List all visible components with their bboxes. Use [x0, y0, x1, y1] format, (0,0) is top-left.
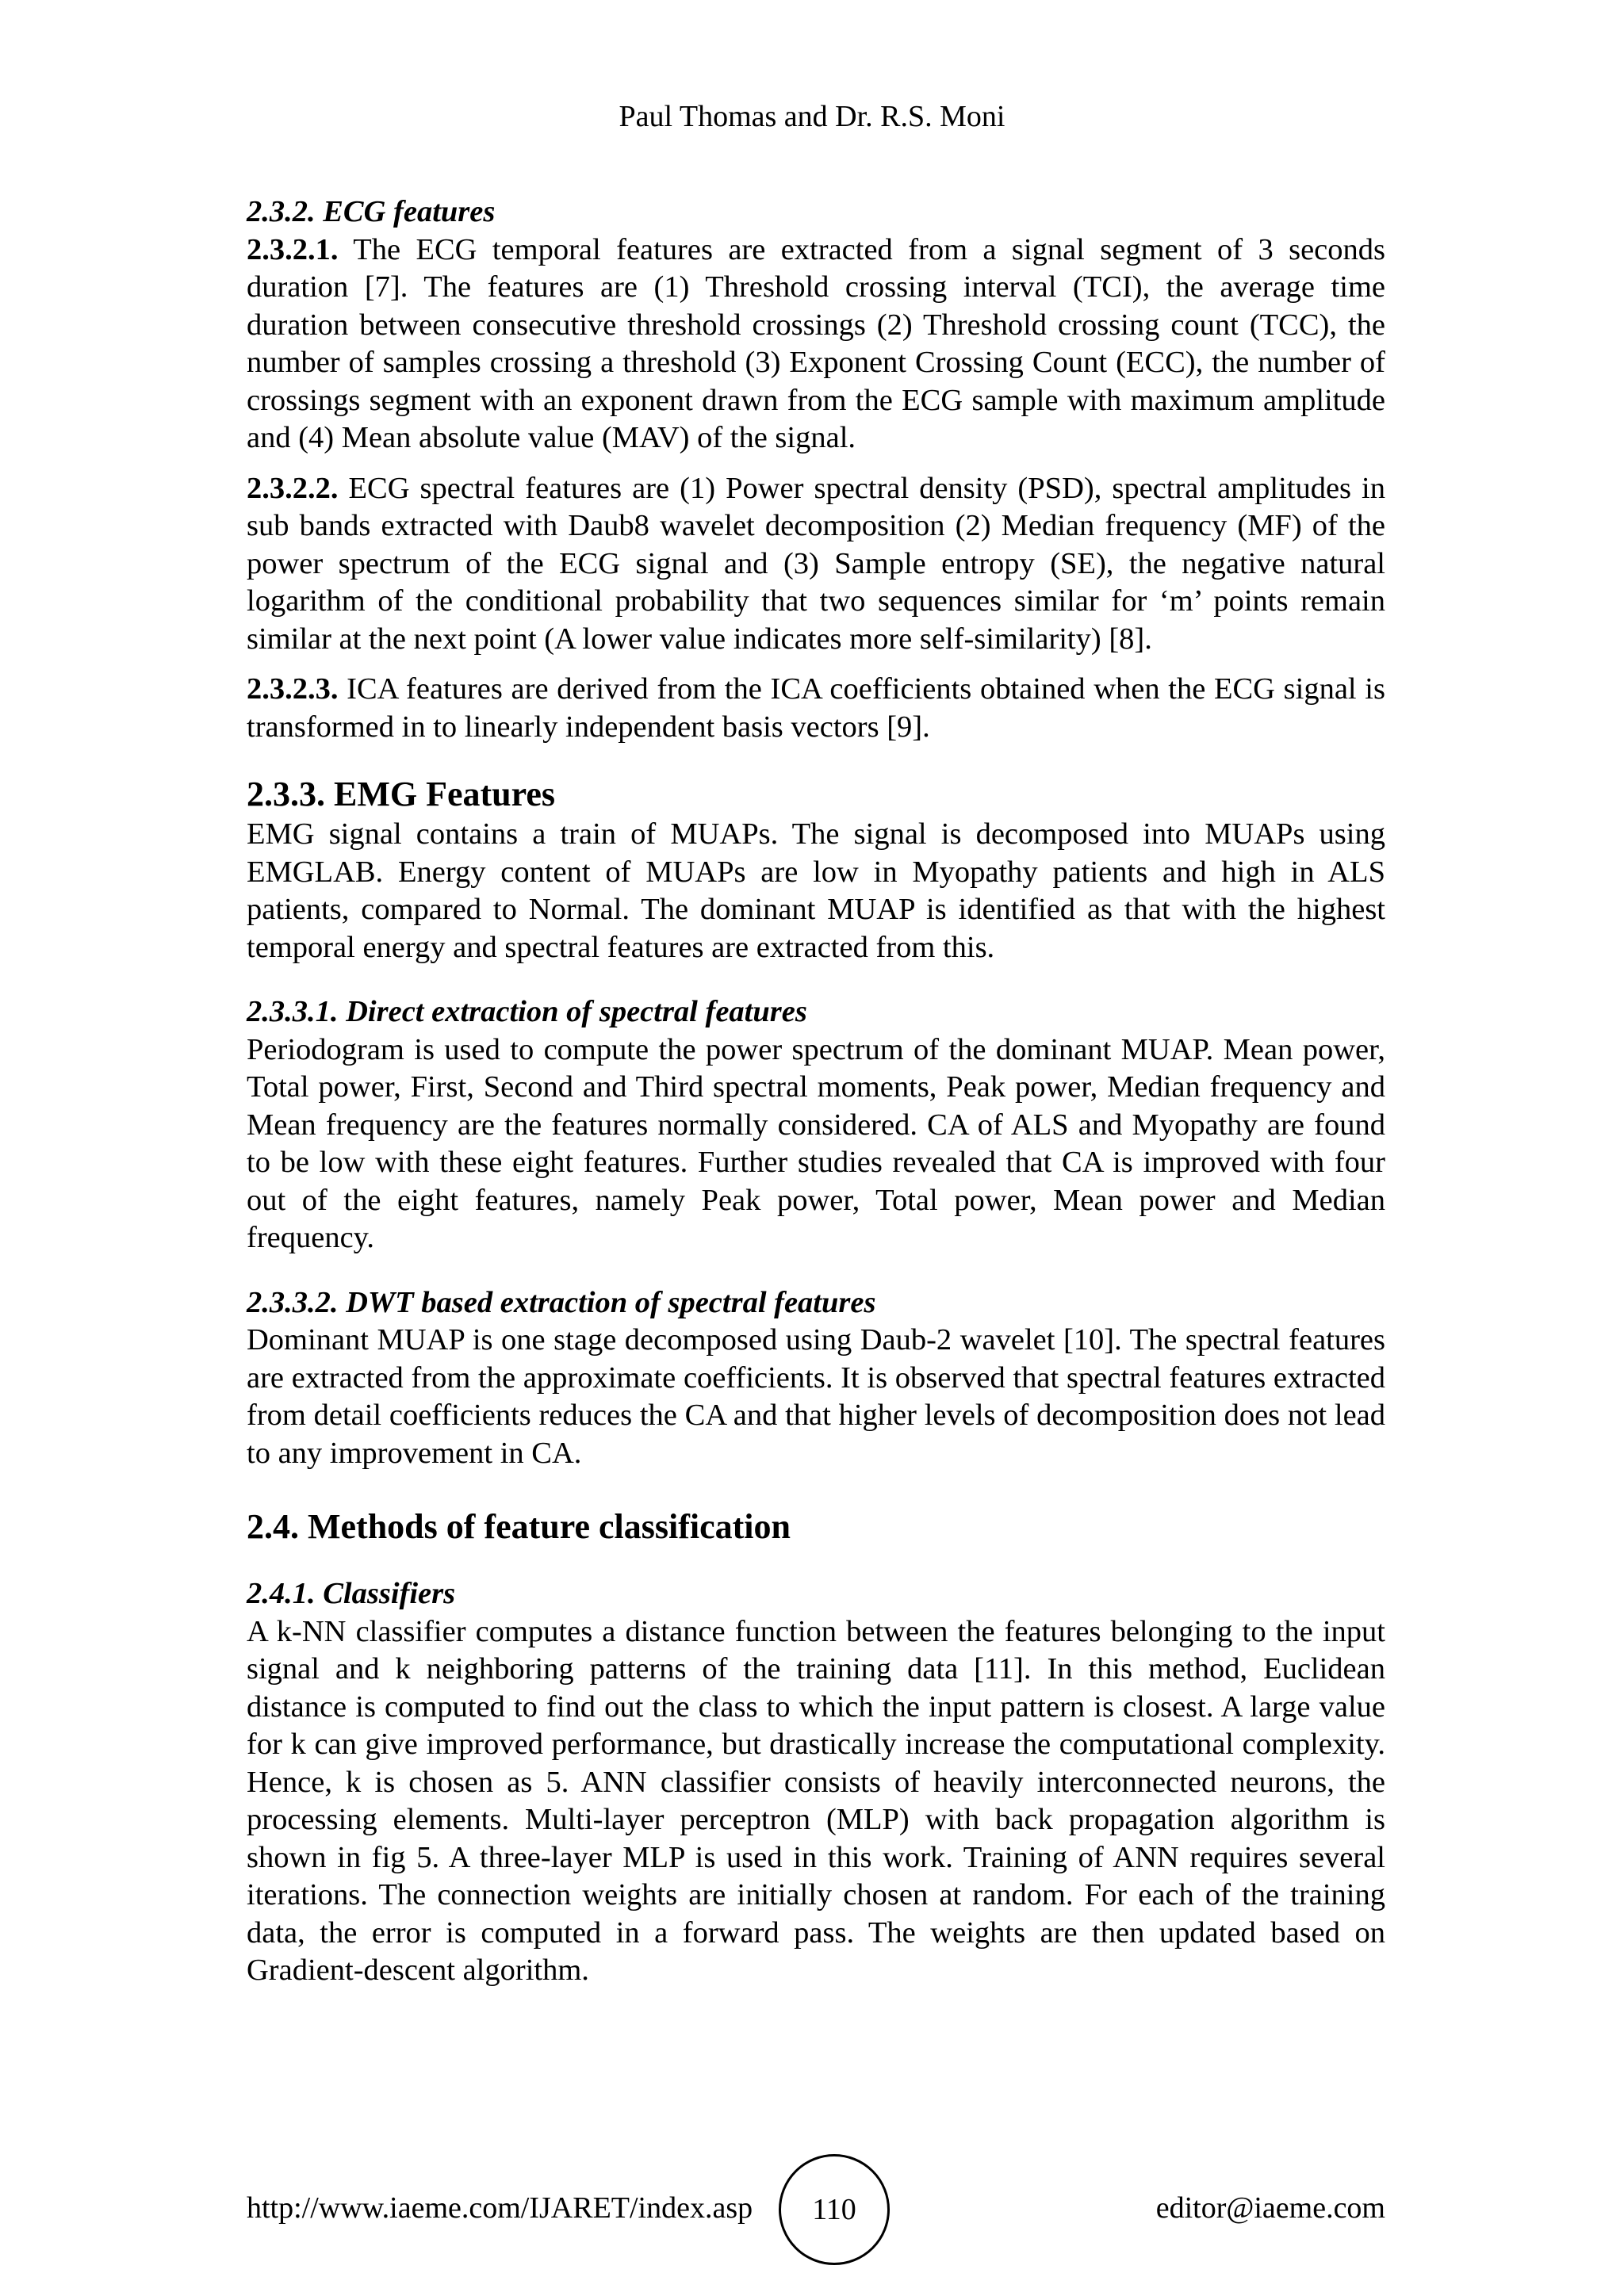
paragraph-emg-intro: EMG signal contains a train of MUAPs. The signal is decomposed into MUAPs using EMGLAB. Energy content of MUAPs are low in Myopathy patients and high in ALS patients, compared to Normal. The dominant MUAP is identified as that with the highest temporal energy and spectral features are extracted from this. [247, 817, 1385, 964]
subsection-heading-dwt-extraction: 2.3.3.2. DWT based extraction of spectral features [247, 1285, 876, 1319]
section-heading-ecg-features: 2.3.2. ECG features [247, 195, 496, 228]
paragraph-text: ECG spectral features are (1) Power spectral density (PSD), spectral amplitudes in sub bands extracted with Daub8 wavelet decomposition (2) Median frequency (MF) of the power spectrum of the ECG signal and (3) Sample entropy (SE), the negative natural logarithm of the conditional probability that two sequences similar for ‘m’ points remain similar at the next point (A lower value indicates more self-similarity) [8]. [247, 471, 1385, 656]
paragraph-text: ICA features are derived from the ICA coefficients obtained when the ECG signal is transformed in to linearly independent basis vectors [9]. [247, 672, 1385, 744]
footer-url-link[interactable]: http://www.iaeme.com/IJARET/index.asp [247, 2191, 753, 2225]
page-body [247, 193, 1385, 1990]
paragraph-direct-extraction: Periodogram is used to compute the power spectrum of the dominant MUAP. Mean power, Total power, First, Second and Third spectral moments, Peak power, Median frequency and Mean frequency are the features normally considered. CA of ALS and Myopathy are found to be low with these eight features. Further studies revealed that CA is improved with four out of the eight features, namely Peak power, Total power, Mean power and Median frequency. [247, 1032, 1385, 1254]
subsection-heading-classifiers: 2.4.1. Classifiers [247, 1577, 456, 1610]
paragraph-label: 2.3.2.2. [247, 471, 339, 505]
paragraph-ecg-temporal [247, 232, 1385, 457]
section-heading-feature-classification: 2.4. Methods of feature classification [247, 1507, 791, 1546]
paragraph-classifiers: A k-NN classifier computes a distance function between the features belonging to the input signal and k neighboring patterns of the training data [11]. In this method, Euclidean distance is computed to find out the class to which the input pattern is closest. A large value for k can give improved performance, but drastically increase the computational complexity. Hence, k is chosen as 5. ANN classifier consists of heavily interconnected neurons, the processing elements. Multi-layer perceptron (MLP) with back propagation algorithm is shown in fig 5. A three-layer MLP is used in this work. Training of ANN requires several iterations. The connection weights are initially chosen at random. For each of the training data, the error is computed in a forward pass. The weights are then updated based on Gradient-descent algorithm. [247, 1614, 1385, 1987]
footer-email-link[interactable]: editor@iaeme.com [1155, 2191, 1385, 2225]
paragraph-dwt-extraction: Dominant MUAP is one stage decomposed using Daub-2 wavelet [10]. The spectral features are extracted from the approximate coefficients. It is observed that spectral features extracted from detail coefficients reduces the CA and that higher levels of decomposition does not lead to any improvement in CA. [247, 1323, 1385, 1470]
subsection-heading-direct-extraction: 2.3.3.1. Direct extraction of spectral features [247, 995, 807, 1028]
section-heading-emg-features: 2.3.3. EMG Features [247, 775, 556, 813]
page-footer [247, 2154, 1385, 2273]
paragraph-ica-features [247, 671, 1385, 746]
paragraph-label: 2.3.2.3. [247, 672, 339, 706]
paragraph-ecg-spectral [247, 470, 1385, 659]
paragraph-text: The ECG temporal features are extracted from a signal segment of 3 seconds duration [7]. The features are (1) Threshold crossing interval (TCI), the average time duration between consecutive threshold crossings (2) Threshold crossing count (TCC), the number of samples crossing a threshold (3) Exponent Crossing Count (ECC), the number of crossings segment with an exponent drawn from the ECG sample with maximum amplitude and (4) Mean absolute value (MAV) of the signal. [247, 232, 1385, 454]
paragraph-label: 2.3.2.1. [247, 232, 339, 266]
page-number: 110 [779, 2154, 890, 2265]
running-head: Paul Thomas and Dr. R.S. Moni [619, 100, 1005, 133]
